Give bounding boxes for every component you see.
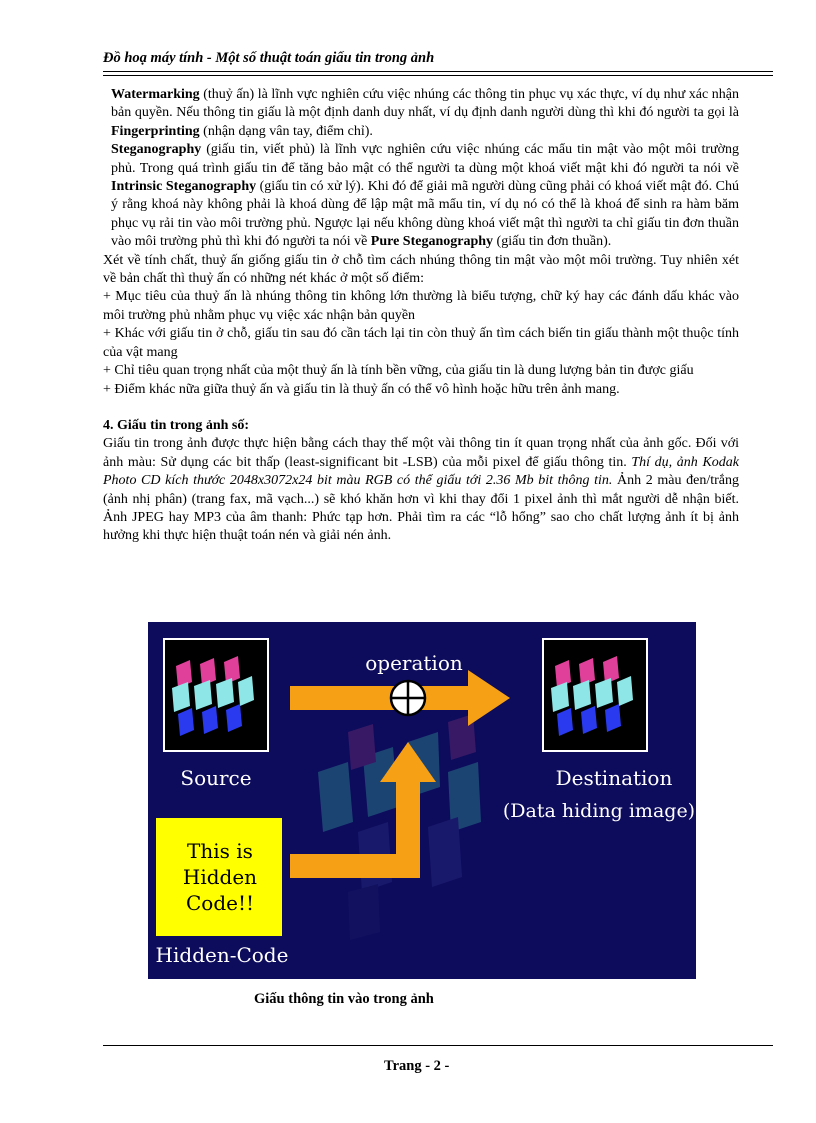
page-header: Đồ hoạ máy tính - Một số thuật toán giấu tin trong ảnh [103,50,435,66]
footer-rule [103,1045,773,1046]
data-hiding-figure [148,622,696,979]
bullet-item: + Điểm khác nữa giữa thuỷ ấn và giấu tin là thuỷ ấn có thể vô hình hoặc hữu trên ảnh mang. [103,381,620,397]
figure-svg [148,622,696,979]
steganography-paragraph [103,141,739,251]
watermarking-paragraph [103,86,739,141]
text-span: (giấu tin đơn thuần). [493,234,612,250]
hidden-code-line1: This is [187,839,253,863]
text-span: (nhận dạng vân tay, điểm chỉ). [199,123,373,139]
bullet-item: + Mục tiêu của thuỷ ấn là nhúng thông tin không lớn thường là biểu tượng, chữ ký hay các đánh dấu khác vào môi trường phủ nhằm phục vụ việc xác nhận bản quyền [103,289,739,323]
comparison-intro: Xét về tính chất, thuỷ ấn giống giấu tin ở chỗ tìm cách nhúng thông tin mật vào một môi trường. Tuy nhiên xét về bản chất thì thuỷ ấn có những nét khác ở một số điểm: [103,252,739,287]
hidden-code-line2: Hidden [182,865,258,889]
section-heading: 4. Giấu tin trong ảnh số: [103,417,249,433]
bullet-item: + Chỉ tiêu quan trọng nhất của một thuỷ ấn là tính bền vững, của giấu tin là dung lượng bản tin được giấu [103,363,694,379]
bullet-item: + Khác với giấu tin ở chỗ, giấu tin sau đó cần tách lại tin còn thuỷ ấn tìm cách biến tin giấu thành một thuộc tính của vật mang [103,326,739,360]
hidden-code-line3: Code!! [185,891,255,915]
section-paragraph [103,435,739,545]
figure-caption: Giấu thông tin vào trong ảnh [254,991,434,1007]
term-steganography: Steganography [111,142,202,158]
header-rule-thin [103,75,773,76]
text-span: (giấu tin, viết phủ) là lĩnh vực nghiên cứu việc nhúng các mẩu tin mật vào một môi trường phủ. Trong quá trình giấu tin để tăng bảo mật có thể người ta dùng một khoá viết mật khi đó người ta nói về [111,142,739,176]
destination-label: Destination [555,766,673,790]
text-span: Giấu tin trong ảnh được thực hiện bằng cách thay thế một vài thông tin ít quan trọng nhất của ảnh gốc. Đối với ảnh màu: Sử dụng các bit thấp (least-significant bit -LSB) của mỗi pixel để giấu thông tin. [103,436,739,470]
italic-example: Thí dụ, ảnh Kodak Photo CD kích thước 2048x3072x24 bit màu RGB có thể giấu tới 2.36 Mb bit thông tin. [103,454,739,489]
header-rule [103,71,773,72]
destination-note: (Data hiding image) [502,800,696,822]
text-span: (thuỷ ấn) là lĩnh vực nghiên cứu việc nhúng các thông tin phục vụ xác thực, ví dụ như xác nhận bản quyền. Nếu thông tin giấu là một định danh duy nhất, ví dụ định danh người dùng thì khi đó người ta gọi là [111,87,739,121]
term-intrinsic: Intrinsic Steganography [111,179,257,195]
page-number: Trang - 2 - [384,1058,450,1074]
text-span: (giấu tin có xử lý). Khi đó để giải mã người dùng cũng phải có khoá viết mật đó. Chú ý rằng khoá này không phải là khoá dùng để lập mật mã mẩu tin, ví dụ nó có thể là khoá để sinh ra hàm băm phục vụ rải tin vào môi trường phủ. Ngược lại nếu không dùng khoá viết mật thì người ta chỉ giấu tin đơn thuần vào môi trường phủ thì khi đó người ta nói về [111,179,739,250]
text-span: Ảnh 2 màu đen/trắng (ảnh nhị phân) (trang fax, mã vạch...) sẽ khó khăn hơn vì khi thay đổi 1 pixel ảnh thì mắt người dễ nhận biết. Ảnh JPEG hay MP3 của âm thanh: Phức tạp hơn. Phải tìm ra các “lỗ hổng” sao cho chất lượng ảnh ít bị ảnh hưởng khi thực hiện thuật toán nén và giải nén ảnh. [103,473,739,544]
source-label: Source [180,766,252,790]
hidden-code-label: Hidden-Code [155,943,289,967]
operation-label: operation [365,651,463,675]
term-pure: Pure Steganography [370,234,494,250]
document-body [103,86,739,546]
spacer [103,399,739,417]
term-watermarking: Watermarking [111,87,200,102]
term-fingerprinting: Fingerprinting [111,123,200,139]
